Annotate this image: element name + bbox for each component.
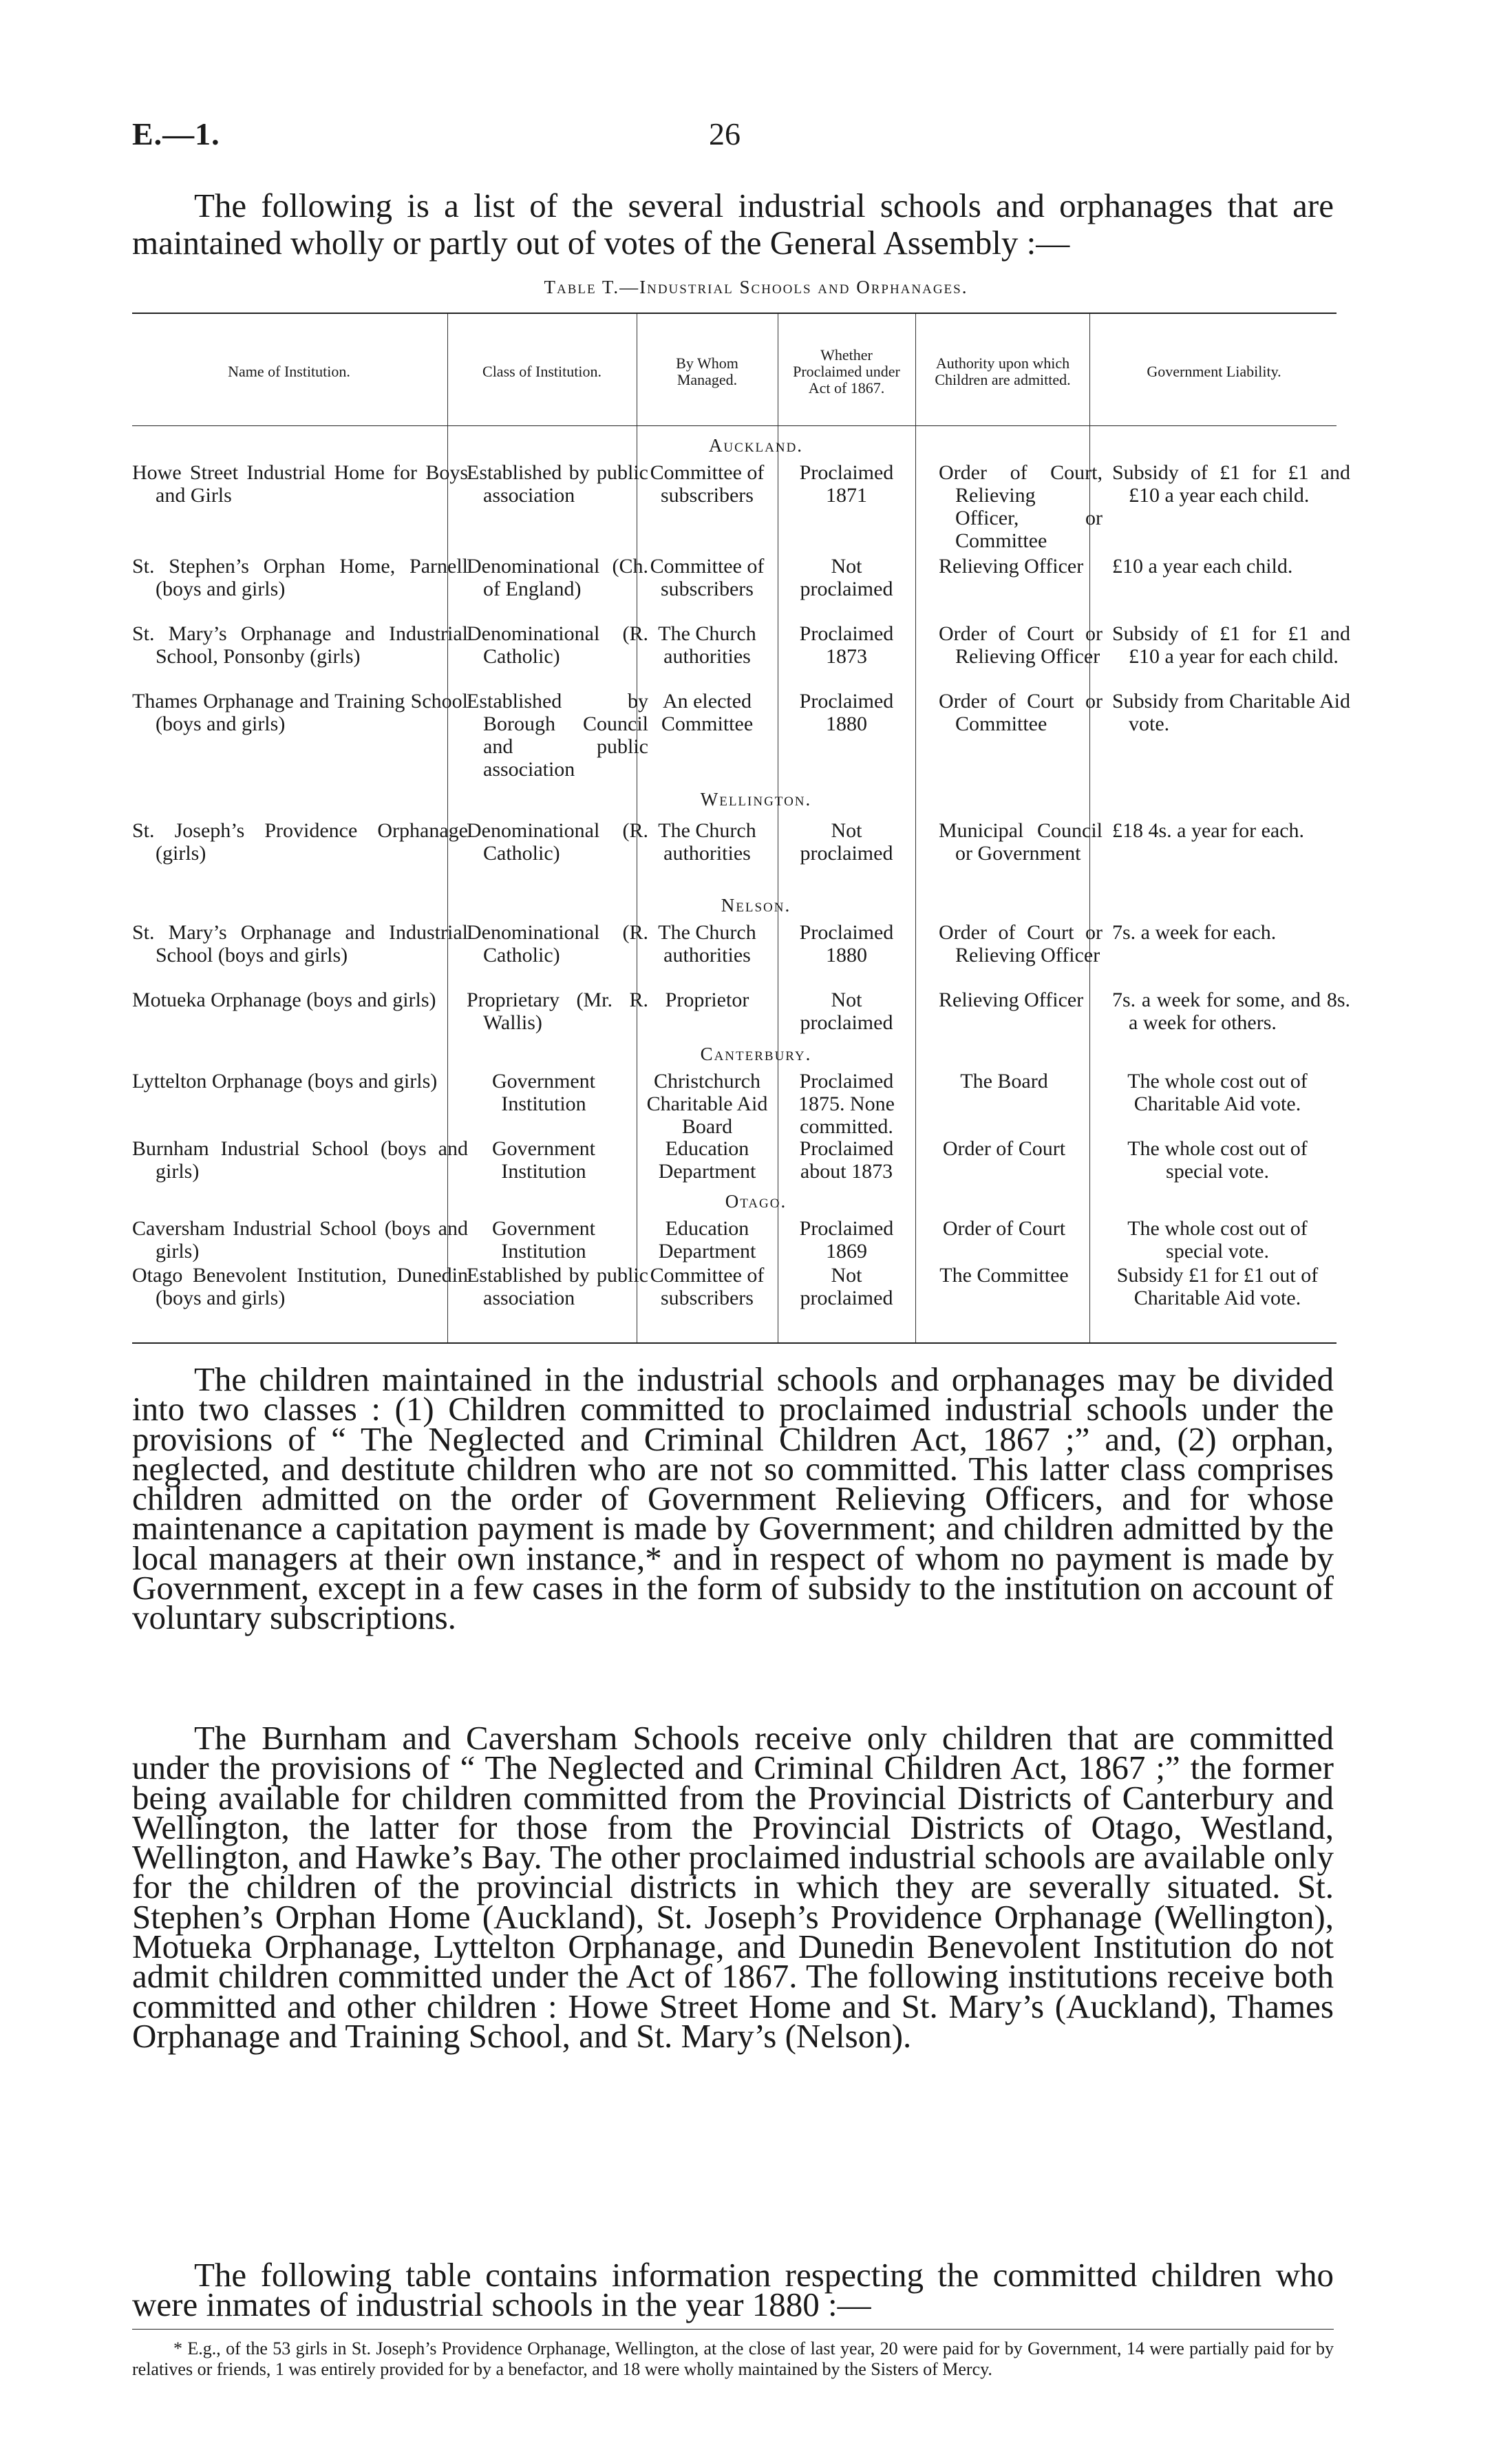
page-number: 26 (709, 116, 741, 151)
cell-proclaimed: Proclaimed 1880 (799, 690, 894, 735)
cell-name: Howe Street Industrial Home for Boys and Girls (132, 461, 468, 507)
cell-class: Denominational (Ch. of England) (467, 555, 648, 600)
column-divider (915, 314, 916, 1342)
body-paragraph: The following table contains information respecting the committed children who were inmates of industrial schools in the year 1880 :— (132, 2256, 1334, 2324)
footnote-rule (132, 2329, 1334, 2330)
cell-proclaimed: Not proclaimed (800, 1264, 893, 1309)
region-heading: Auckland. (708, 435, 804, 456)
cell-class: Government Institution (492, 1137, 595, 1183)
column-header: Whether Proclaimed under Act of 1867. (793, 346, 900, 397)
cell-managed: Education Department (658, 1137, 756, 1183)
cell-liability: The whole cost out of Charitable Aid vote. (1127, 1070, 1308, 1115)
column-header: Name of Institution. (228, 363, 350, 380)
cell-name: Lyttelton Orphanage (boys and girls) (132, 1070, 438, 1092)
cell-managed: Committee of subscribers (650, 555, 765, 600)
cell-name: St. Mary’s Orphanage and Industrial School, Ponsonby (girls) (132, 622, 468, 668)
cell-class: Denominational (R. Catholic) (467, 921, 648, 967)
cell-authority: Order of Court or Relieving Officer (939, 622, 1103, 668)
column-header: Government Liability. (1147, 363, 1281, 380)
region-heading: Nelson. (721, 895, 791, 916)
region-heading: Wellington. (700, 789, 812, 810)
cell-authority: Order of Court (942, 1217, 1066, 1240)
column-header: Class of Institution. (482, 363, 601, 380)
cell-managed: The Church authorities (658, 622, 756, 668)
cell-authority: The Board (960, 1070, 1048, 1092)
cell-class: Denominational (R. Catholic) (467, 819, 648, 865)
cell-managed: An elected Committee (661, 690, 754, 735)
cell-name: St. Mary’s Orphanage and Industrial School (boys and girls) (132, 921, 468, 967)
cell-authority: Order of Court, Relieving Officer, or Committee (939, 461, 1103, 552)
cell-managed: Committee of subscribers (650, 1264, 765, 1309)
cell-authority: The Committee (939, 1264, 1069, 1287)
region-heading: Canterbury. (700, 1044, 812, 1064)
cell-managed: The Church authorities (658, 819, 756, 865)
cell-proclaimed: Not proclaimed (800, 989, 893, 1034)
cell-proclaimed: Proclaimed 1875. None committed. (798, 1070, 895, 1138)
cell-class: Proprietary (Mr. R. Wallis) (467, 989, 648, 1034)
cell-liability: The whole cost out of special vote. (1127, 1217, 1308, 1263)
footnote: * E.g., of the 53 girls in St. Joseph’s Providence Orphanage, Wellington, at the close of last year, 20 were paid for by Government, 14 were partially paid for by relatives or friends, 1 was entirely provided for by a benefactor, and 18 were wholly maintained by the Sisters of Mercy. (132, 2338, 1334, 2379)
cell-authority: Relieving Officer (939, 989, 1084, 1011)
table-bottom-rule (132, 1342, 1337, 1344)
cell-class: Denominational (R. Catholic) (467, 622, 648, 668)
region-heading: Otago. (725, 1191, 787, 1212)
cell-liability: Subsidy £1 for £1 out of Charitable Aid vote. (1116, 1264, 1319, 1309)
cell-liability: 7s. a week for each. (1112, 921, 1277, 944)
cell-name: St. Stephen’s Orphan Home, Parnell (boys and girls) (132, 555, 468, 600)
cell-liability: Subsidy of £1 for £1 and £10 a year for each child. (1112, 622, 1350, 668)
cell-managed: The Church authorities (658, 921, 756, 967)
cell-proclaimed: Proclaimed about 1873 (799, 1137, 894, 1183)
cell-class: Established by public association (467, 1264, 648, 1309)
cell-proclaimed: Not proclaimed (800, 555, 893, 600)
cell-proclaimed: Proclaimed 1869 (799, 1217, 894, 1263)
cell-proclaimed: Proclaimed 1873 (799, 622, 894, 668)
cell-authority: Order of Court (942, 1137, 1066, 1160)
body-paragraph: The children maintained in the industrial schools and orphanages may be divided into two classes : (1) Children committed to proclaimed industrial schools under the provisions of “ The Neglected and Criminal Children Act, 1867 ;” and, (2) orphan, neglected, and destitute children who are not so committed. This latter class comprises children admitted on the order of Government Relieving Officers, and for whose maintenance a capitation payment is made by Government; and children admitted by the local managers at their own instance,* and in respect of whom no payment is made by Government, except in a few cases in the form of subsidy to the institution on account of voluntary subscriptions. (132, 1360, 1334, 1637)
cell-managed: Christchurch Charitable Aid Board (646, 1070, 768, 1138)
cell-class: Established by Borough Council and public association (467, 690, 648, 781)
cell-liability: Subsidy of £1 for £1 and £10 a year each child. (1112, 461, 1350, 507)
cell-authority: Relieving Officer (939, 555, 1084, 578)
table-title: Table T.—Industrial Schools and Orphanages. (544, 277, 968, 297)
running-head-left: E.—1. (132, 116, 220, 151)
cell-liability: 7s. a week for some, and 8s. a week for others. (1112, 989, 1350, 1034)
cell-class: Government Institution (492, 1070, 595, 1115)
cell-name: Motueka Orphanage (boys and girls) (132, 989, 436, 1011)
cell-liability: £10 a year each child. (1112, 555, 1293, 578)
cell-authority: Order of Court or Relieving Officer (939, 921, 1103, 967)
cell-authority: Municipal Council or Government (939, 819, 1103, 865)
cell-authority: Order of Court or Committee (939, 690, 1103, 735)
cell-name: Otago Benevolent Institution, Dunedin (boys and girls) (132, 1264, 468, 1309)
table-header-rule (132, 425, 1337, 426)
cell-liability: The whole cost out of special vote. (1127, 1137, 1308, 1183)
cell-name: Thames Orphanage and Training School (boys and girls) (132, 690, 468, 735)
cell-managed: Proprietor (665, 989, 749, 1011)
cell-class: Government Institution (492, 1217, 595, 1263)
intro-paragraph: The following is a list of the several industrial schools and orphanages that are maintained wholly or partly out of votes of the General Assembly :— (132, 187, 1334, 262)
table-top-rule (132, 313, 1337, 314)
cell-proclaimed: Proclaimed 1871 (799, 461, 894, 507)
cell-name: St. Joseph’s Providence Orphanage (girls) (132, 819, 468, 865)
body-paragraph: The Burnham and Caversham Schools receive only children that are committed under the provisions of “ The Neglected and Criminal Children Act, 1867 ;” the former being available for children committed from the Provincial Districts of Canterbury and Wellington, the latter for those from the Provincial Districts of Otago, Westland, Wellington, and Hawke’s Bay. The other proclaimed industrial schools are available only for the children of the provincial districts in which they are severally situated. St. Stephen’s Orphan Home (Auckland), St. Joseph’s Providence Orphanage (Wellington), Motueka Orphanage, Lyttelton Orphanage, and Dunedin Benevolent Institution do not admit children committed under the Act of 1867. The following institutions receive both committed and other children : Howe Street Home and St. Mary’s (Auckland), Thames Orphanage and Training School, and St. Mary’s (Nelson). (132, 1719, 1334, 2055)
cell-name: Burnham Industrial School (boys and girls) (132, 1137, 468, 1183)
cell-liability: Subsidy from Charitable Aid vote. (1112, 690, 1350, 735)
cell-managed: Education Department (658, 1217, 756, 1263)
cell-proclaimed: Proclaimed 1880 (799, 921, 894, 967)
cell-managed: Committee of subscribers (650, 461, 765, 507)
column-header: Authority upon which Children are admitted. (935, 355, 1071, 388)
cell-liability: £18 4s. a year for each. (1112, 819, 1305, 842)
cell-name: Caversham Industrial School (boys and girls) (132, 1217, 468, 1263)
cell-proclaimed: Not proclaimed (800, 819, 893, 865)
column-header: By Whom Managed. (676, 355, 738, 388)
cell-class: Established by public association (467, 461, 648, 507)
